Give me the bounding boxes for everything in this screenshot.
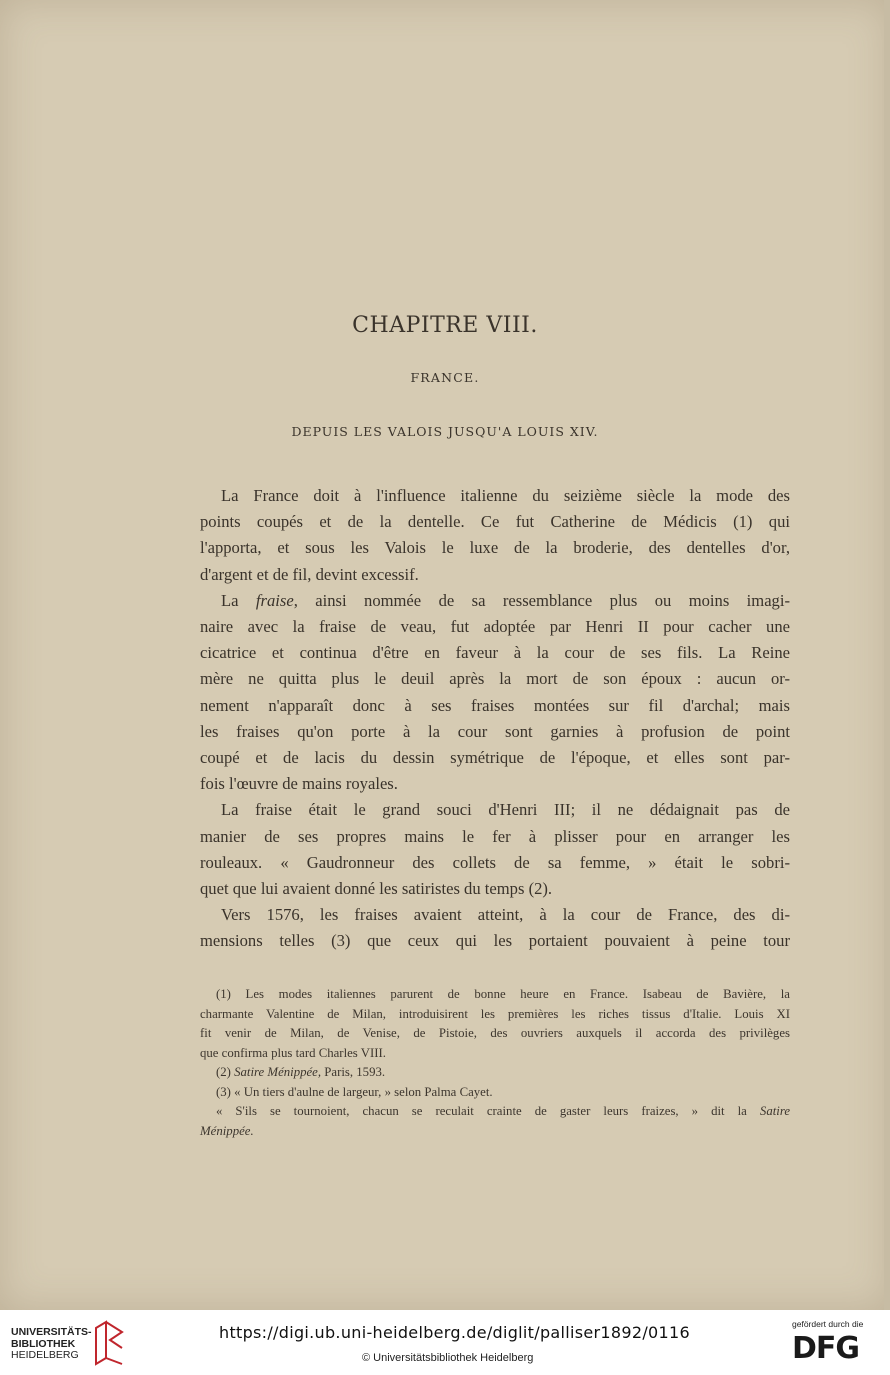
text-line: mère ne quitta plus le deuil après la mort de son époux : aucun or- bbox=[200, 669, 790, 689]
library-logo-icon bbox=[92, 1318, 126, 1368]
text-line: d'argent et de fil, devint excessif. bbox=[200, 564, 419, 584]
footnote-line: charmante Valentine de Milan, introduisirent les premières les riches tissus d'Italie. Louis XI bbox=[200, 1006, 790, 1021]
library-name: UNIVERSITÄTS- BIBLIOTHEK HEIDELBERG bbox=[11, 1326, 92, 1361]
chapter-subtitle: FRANCE. bbox=[410, 370, 480, 385]
text-line: l'apporta, et sous les Valois le luxe de la broderie, des dentelles d'or, bbox=[200, 538, 790, 558]
text-line: rouleaux. « Gaudronneur des collets de sa femme, » était le sobri- bbox=[200, 852, 790, 872]
text-line: La fraise, ainsi nommée de sa ressemblance plus ou moins imagi- bbox=[221, 590, 790, 610]
text-line: manier de ses propres mains le fer à plisser pour en arranger les bbox=[200, 826, 790, 846]
chapter-period: DEPUIS LES VALOIS JUSQU'A LOUIS XIV. bbox=[291, 424, 599, 439]
viewer-footer bbox=[0, 1310, 890, 1375]
text-line: naire avec la fraise de veau, fut adoptée par Henri II pour cacher une bbox=[200, 617, 790, 637]
page-edge bbox=[884, 0, 890, 1310]
permalink-url[interactable]: https://digi.ub.uni-heidelberg.de/diglit/palliser1892/0116 bbox=[219, 1323, 690, 1342]
footnote-line: (3) « Un tiers d'aulne de largeur, » selon Palma Cayet. bbox=[216, 1084, 493, 1099]
footnote-line: fit venir de Milan, de Venise, de Pistoie, des ouvriers auxquels il accorda des privilèges bbox=[200, 1026, 790, 1040]
italic-term: fraise bbox=[255, 590, 294, 610]
text-line: cicatrice et continua d'être en faveur à la cour de ses fils. La Reine bbox=[200, 643, 790, 663]
footnote-line: (1) Les modes italiennes parurent de bonne heure en France. Isabeau de Bavière, la bbox=[216, 987, 790, 1001]
copyright-notice: © Universitätsbibliothek Heidelberg bbox=[362, 1352, 534, 1364]
footnote-line: (2) Satire Ménippée, Paris, 1593. bbox=[216, 1065, 386, 1079]
footnote-line: « S'ils se tournoient, chacun se reculait crainte de gaster leurs fraizes, » dit la Satire bbox=[216, 1104, 791, 1118]
footnote-line: Ménippée. bbox=[200, 1123, 254, 1138]
body-text bbox=[200, 483, 790, 955]
text-line: nement n'apparaît donc à ses fraises montées sur fil d'archal; mais bbox=[200, 695, 790, 715]
text-line: les fraises qu'on porte à la cour sont garnies à profusion de point bbox=[200, 721, 790, 741]
text-line: La France doit à l'influence italienne du seizième siècle la mode des bbox=[221, 486, 790, 505]
footnote-line: que confirma plus tard Charles VIII. bbox=[200, 1045, 386, 1060]
footnotes bbox=[200, 985, 790, 1141]
text-line: coupé et de lacis du dessin symétrique de l'époque, et elles sont par- bbox=[200, 748, 790, 768]
chapter-title: CHAPITRE VIII. bbox=[352, 313, 538, 338]
text-line: fois l'œuvre de mains royales. bbox=[200, 774, 398, 794]
text-line: Vers 1576, les fraises avaient atteint, à la cour de France, des di- bbox=[221, 905, 790, 925]
text-line: mensions telles (3) que ceux qui les portaient pouvaient à peine tour bbox=[200, 931, 790, 951]
text-line: La fraise était le grand souci d'Henri III; il ne dédaignait pas de bbox=[221, 800, 790, 820]
text-line: quet que lui avaient donné les satiristes du temps (2). bbox=[200, 879, 553, 899]
text-line: points coupés et de la dentelle. Ce fut Catherine de Médicis (1) qui bbox=[200, 512, 790, 532]
dfg-logo: DFG bbox=[792, 1331, 860, 1366]
funder-note: gefördert durch die bbox=[792, 1319, 864, 1329]
